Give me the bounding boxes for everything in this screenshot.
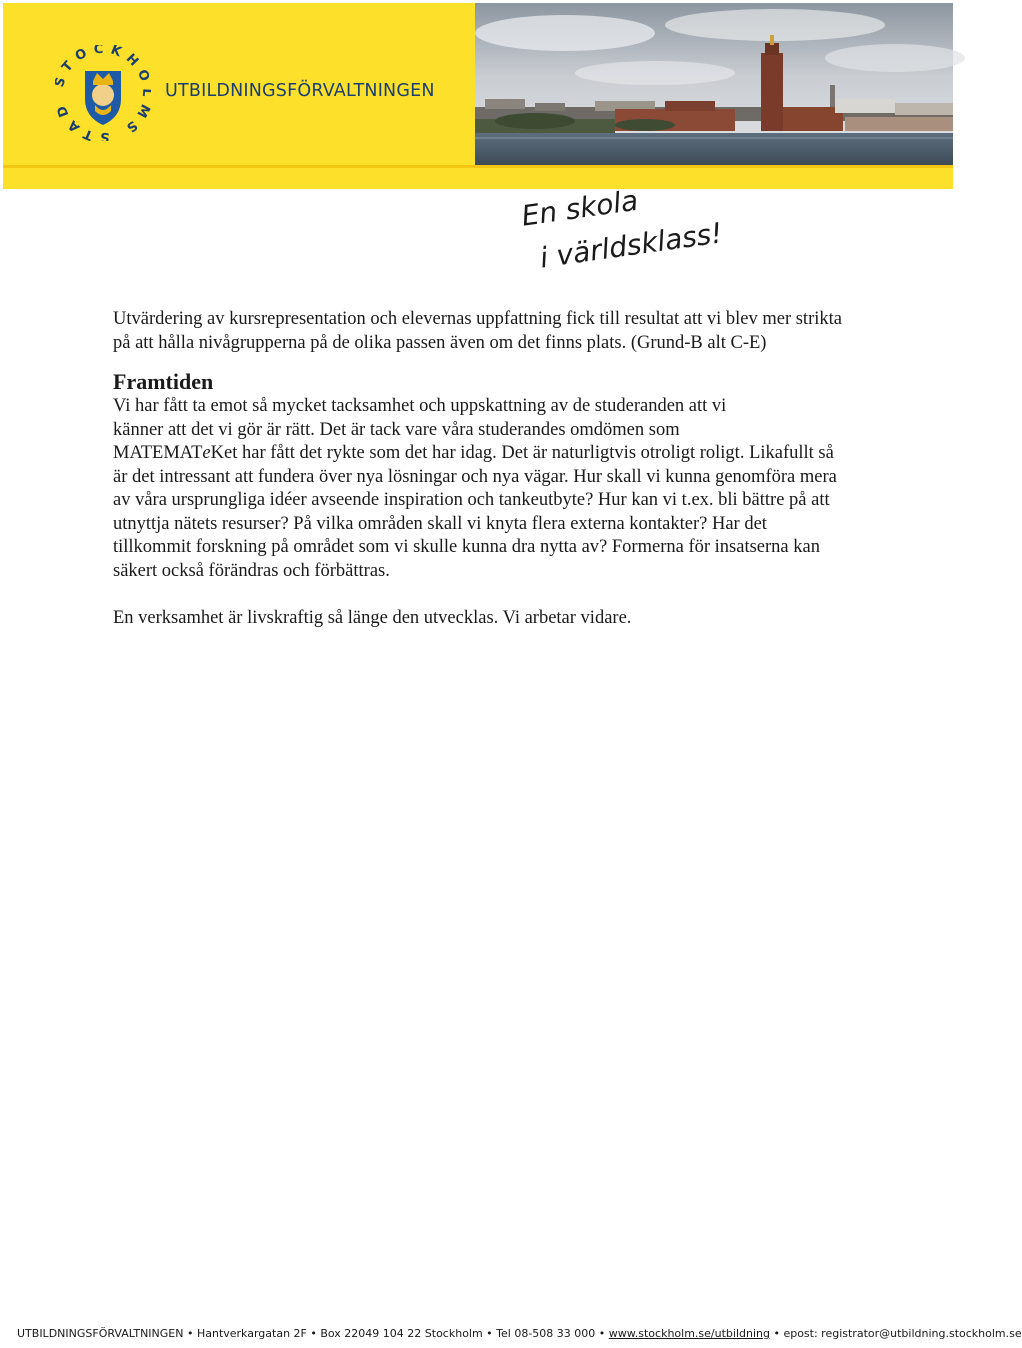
stockholms-stad-logo: [55, 45, 151, 141]
org-name: UTBILDNINGSFÖRVALTNINGEN: [165, 81, 435, 101]
matemateket-suffix: Ket: [210, 443, 238, 463]
closing-paragraph: En verksamhet är livskraftig så länge den utvecklas. Vi arbetar vidare.: [113, 607, 632, 628]
matemateket-e: e: [202, 443, 211, 463]
footer-text-after: • epost: registrator@utbildning.stockholm.se: [769, 1327, 1022, 1340]
framtiden-line-2: känner att det vi gör är rätt. Det är tack vare våra studerandes omdömen som: [113, 419, 680, 440]
framtiden-paragraph: [113, 395, 843, 583]
footer-website-link[interactable]: www.stockholm.se/utbildning: [608, 1327, 770, 1340]
document-body: [113, 308, 843, 630]
intro-paragraph: Utvärdering av kursrepresentation och elevernas uppfattning fick till resultat att vi blev mer strikta på att hålla nivågrupperna på de olika passen även om det finns plats. (Grund-B alt C-E): [113, 309, 842, 353]
section-heading-framtiden: Framtiden: [113, 369, 214, 394]
logo-ring-text: TOCKH MS STA: [59, 45, 151, 141]
framtiden-line-1: Vi har fått ta emot så mycket tacksamhet och uppskattning av de studeranden att vi: [113, 396, 727, 416]
spacer: [113, 583, 843, 607]
banner-divider: [3, 165, 953, 168]
framtiden-rest: har fått det rykte som det har idag. Det är naturligtvis otroligt roligt. Likafullt så är det intressant att fundera över nya lösningar och nya vägar. Hur skall vi kunna genomföra mera av våra ursprungliga idéer avseende inspiration och tankeutbyte? Hur kan vi t.ex. bli bättre på att utnyttja nätets resurser? På vilka områden skall vi knyta flera externa kontakter? Har det tillkommit forskning på området som vi skulle kunna dra nytta av? Formerna för insatserna kan säkert också förändras och förbättras.: [113, 443, 837, 581]
header-banner: [3, 3, 953, 188]
stockholm-cityscape-photo: [475, 3, 953, 165]
slogan-line-2: i världsklass!: [537, 216, 725, 275]
banner-bottom-strip: [3, 165, 953, 189]
footer-text-before: UTBILDNINGSFÖRVALTNINGEN • Hantverkargatan 2F • Box 22049 104 22 Stockholm • Tel 08-508 33 000 •: [17, 1327, 609, 1340]
matemateket-prefix: MATEMAT: [113, 443, 203, 463]
slogan-logo: [518, 180, 758, 275]
slogan-line-1: En skola: [519, 183, 641, 233]
footer-contact: [17, 1327, 1022, 1340]
